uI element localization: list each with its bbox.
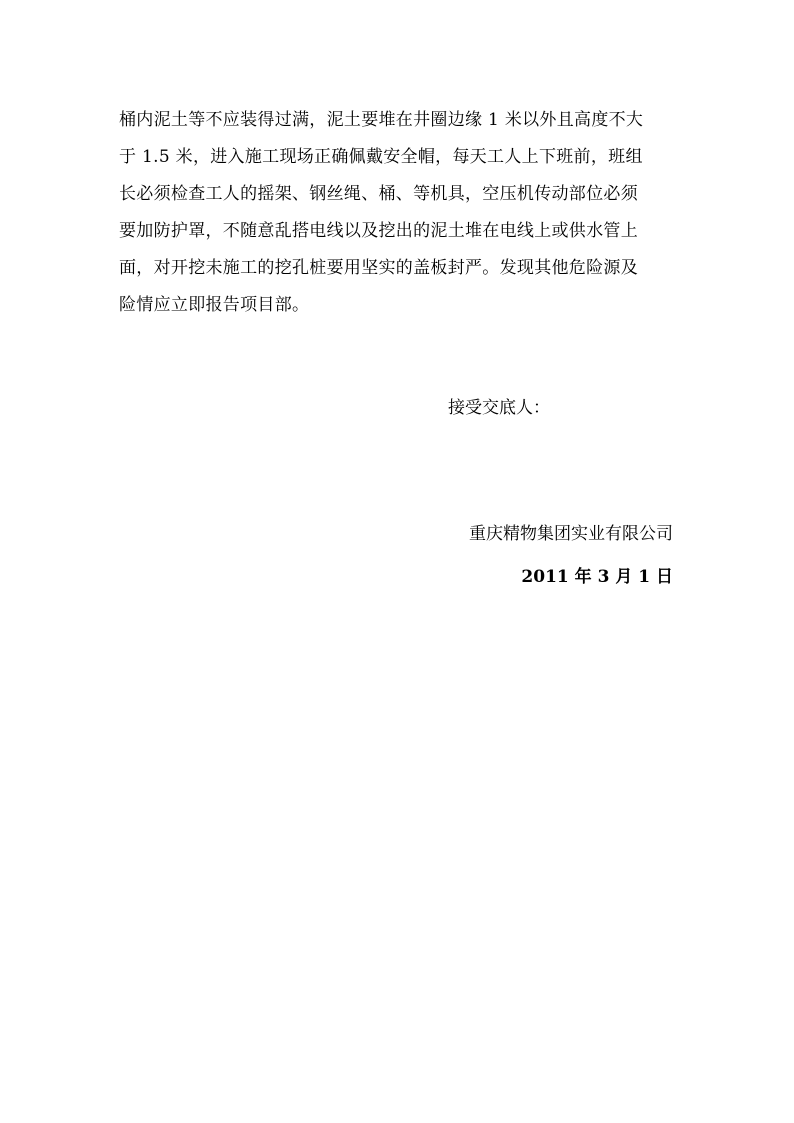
paragraph-line: 桶内泥土等不应装得过满，泥土要堆在井圈边缘 1 米以外且高度不大 <box>119 110 644 130</box>
paragraph-line: 于 1.5 米，进入施工现场正确佩戴安全帽，每天工人上下班前，班组 <box>119 147 643 167</box>
paragraph-line: 长必须检查工人的摇架、钢丝绳、桶、等机具，空压机传动部位必须 <box>119 184 638 204</box>
paragraph-line: 面，对开挖未施工的挖孔桩要用坚实的盖板封严。发现其他危险源及 <box>119 258 638 278</box>
document-date: 2011 年 3 月 1 日 <box>521 567 673 587</box>
receiver-label: 接受交底人： <box>448 398 550 418</box>
paragraph-line: 要加防护罩，不随意乱搭电线以及挖出的泥土堆在电线上或供水管上 <box>119 221 638 241</box>
company-name: 重庆精物集团实业有限公司 <box>469 524 673 544</box>
paragraph-line: 险情应立即报告项目部。 <box>119 295 310 315</box>
body-paragraph <box>119 102 679 324</box>
